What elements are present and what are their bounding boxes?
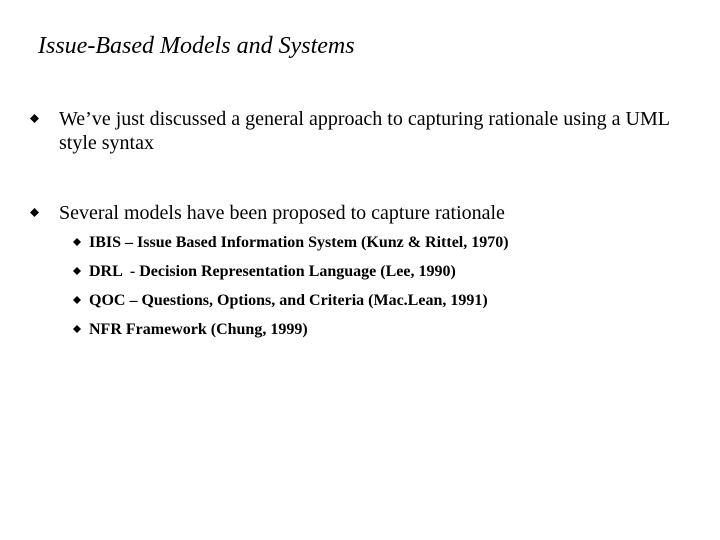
subbullet-ibis: [73, 232, 693, 261]
subbullet-text: DRL - Decision Representation Language (Lee, 1990): [89, 263, 456, 280]
diamond-bullet-icon: [73, 296, 81, 304]
bullet-text: Several models have been proposed to capture rationale: [59, 202, 505, 224]
diamond-bullet-icon: [73, 325, 81, 333]
subbullet-text: QOC – Questions, Options, and Criteria (Mac.Lean, 1991): [89, 292, 488, 309]
subbullet-text: IBIS – Issue Based Information System (Kunz & Rittel, 1970): [89, 234, 509, 251]
subbullet-drl: [73, 261, 693, 290]
diamond-bullet-icon: [73, 238, 81, 246]
diamond-bullet-icon: [30, 114, 39, 123]
subbullet-qoc: [73, 290, 693, 319]
subbullet-nfr: [73, 319, 693, 348]
diamond-bullet-icon: [30, 208, 39, 217]
diamond-bullet-icon: [73, 267, 81, 275]
subbullet-text: NFR Framework (Chung, 1999): [89, 321, 308, 338]
slide-title: Issue-Based Models and Systems: [38, 33, 355, 59]
model-sublist: [73, 232, 693, 348]
bullet-text: We’ve just discussed a general approach to capturing rationale using a UML style syntax: [59, 108, 670, 154]
